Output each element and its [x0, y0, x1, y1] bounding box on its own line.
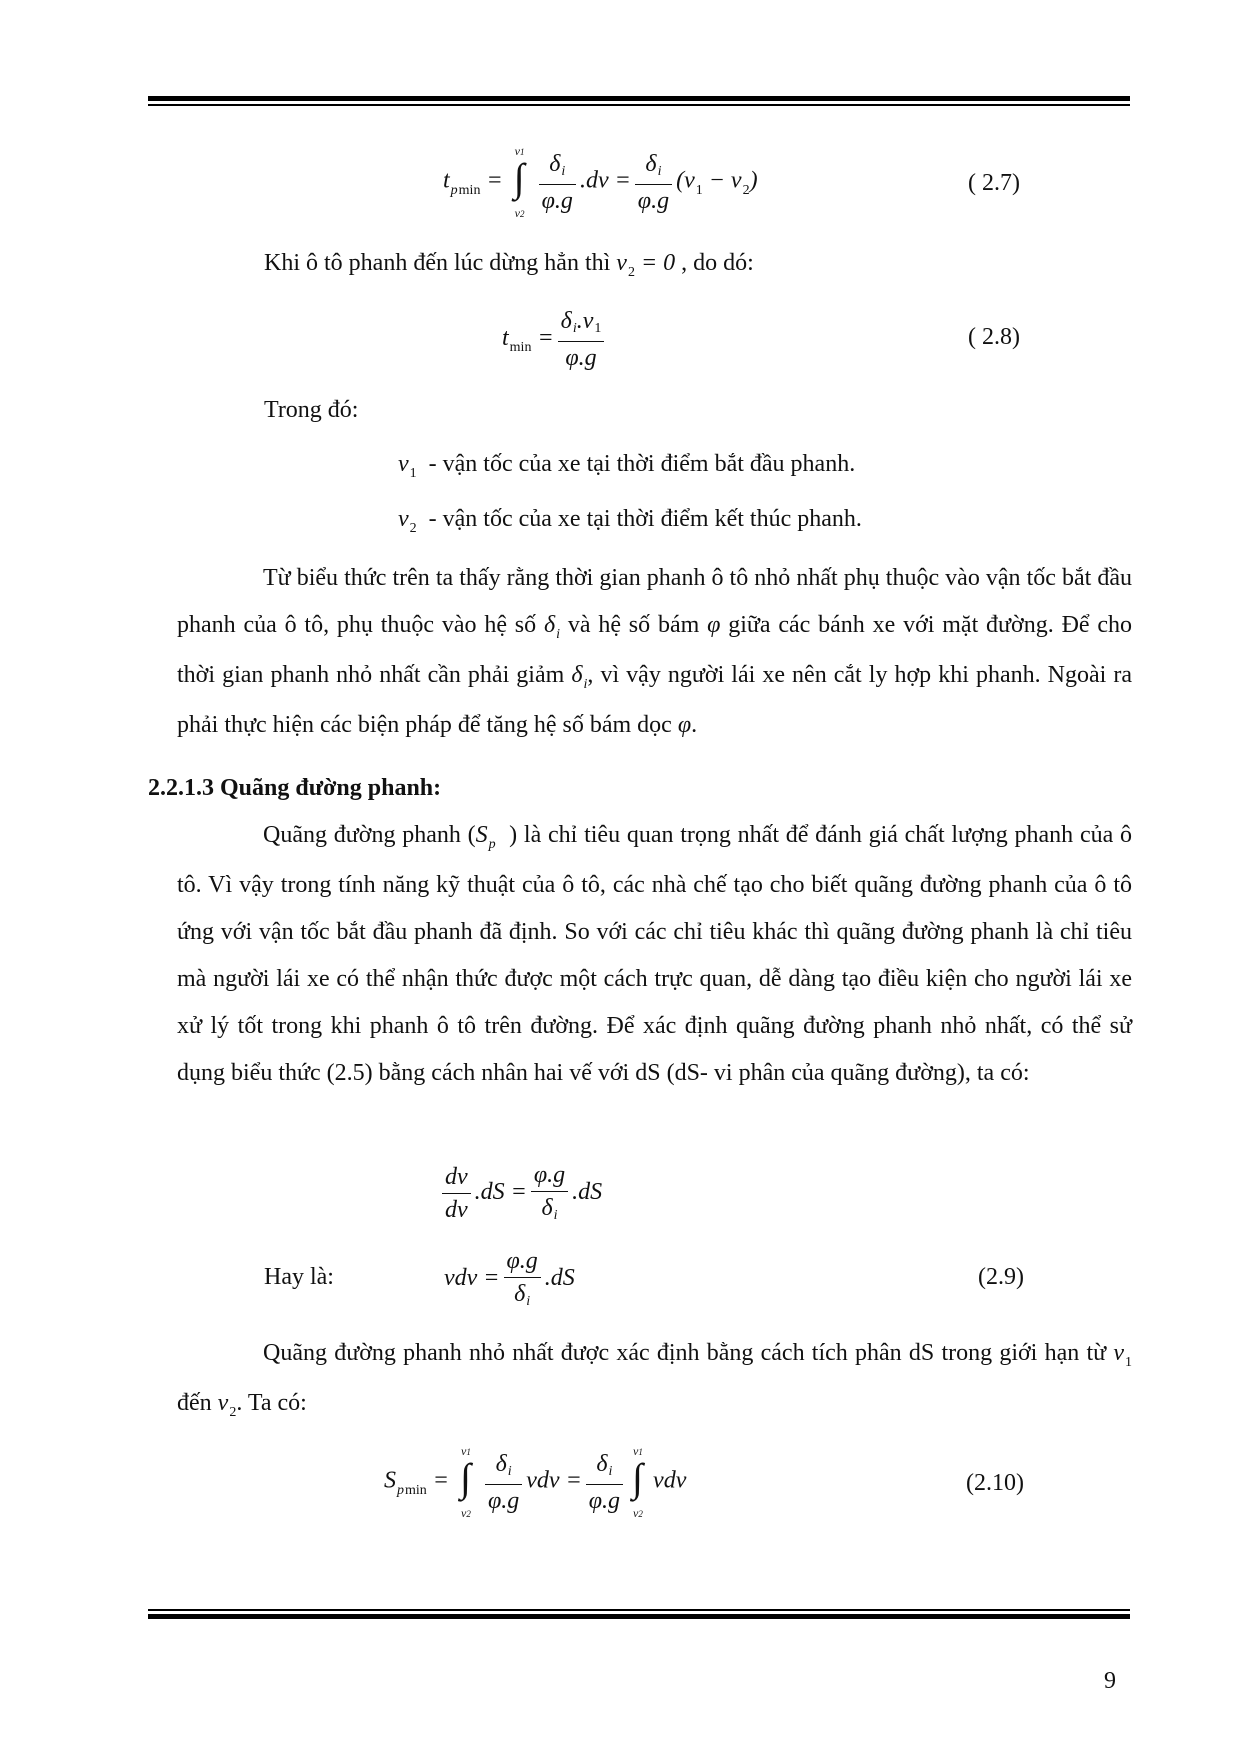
header-rule-thick — [148, 96, 1130, 101]
equation-number-2-7: ( 2.7) — [968, 170, 1020, 196]
paragraph-braking-time: Từ biểu thức trên ta thấy rằng thời gian phanh ô tô nhỏ nhất phụ thuộc vào vận tốc bắt đầu phanh của ô tô, phụ thuộc vào hệ số $\delta_i$ và hệ số bám φ giữa các bánh xe với mặt đường. Để cho thời gian phanh nhỏ nhất cần phải giảm $\delta_i$, vì vậy người lái xe nên cắt ly hợp khi phanh. Ngoài ra phải thực hiện các biện pháp để tăng hệ số bám dọc φ. — [177, 565, 1133, 738]
equation-dv-dv: $\frac{dv}{dv}$ .dS = $\frac{\varphi.g}{\delta i}$ .dS — [438, 1162, 602, 1225]
section-heading: 2.2.1.3 Quãng đường phanh: — [148, 775, 442, 801]
text-trong-do: Trong đó: — [264, 397, 359, 423]
page-number: 9 — [1104, 1668, 1116, 1694]
equation-2-9: vdv = $\frac{\varphi.g}{\delta i}$ .dS — [444, 1248, 575, 1309]
equation-2-7: $t_{pmin}$ = v1 ∫ v2 $\frac{\delta i}{\varphi.g}$ .dv = $\frac{\delta i}{\varphi.g}$ $(v_1 - v_2)$ — [443, 144, 758, 220]
equation-number-2-9: (2.9) — [978, 1264, 1024, 1290]
text-line-stop-condition: Khi ô tô phanh đến lúc dừng hẳn thì $v_2 = 0$ , do dó: — [264, 250, 754, 280]
equation-2-8: $t_{min}$ = $\frac{\delta i.v1}{\varphi.g}$ — [502, 308, 608, 371]
footer-rule-thick — [148, 1614, 1130, 1619]
text-hay-la: Hay là: — [264, 1264, 334, 1290]
paragraph-braking-distance: Quãng đường phanh ($S_p$ ) là chỉ tiêu quan trọng nhất để đánh giá chất lượng phanh của ô tô. Vì vậy trong tính năng kỹ thuật của ô tô, các nhà chế tạo cho biết quãng đường phanh của ô tô ứng với vận tốc bắt đầu phanh đã định. So với các chỉ tiêu khác thì quãng đường phanh là chỉ tiêu mà người lái xe có thể nhận thức được một cách trực quan, dễ dàng tạo điều kiện cho người lái xe xử lý tốt trong khi phanh ô tô trên đường. Để xác định quãng đường phanh nhỏ nhất, có thể sử dụng biểu thức (2.5) bằng cách nhân hai vế với dS (dS- vi phân của quãng đường), ta có: — [177, 822, 1133, 1086]
footer-rule-thin — [148, 1609, 1130, 1611]
equation-2-10: $S_{pmin}$ = v1 ∫ v2 $\frac{\delta i}{\varphi.g}$ vdv = $\frac{\delta i}{\varphi.g}$ v1 ∫ v2 vdv — [384, 1444, 687, 1520]
definition-v1: $v_1$ - vận tốc của xe tại thời điểm bắt đầu phanh. — [398, 451, 856, 481]
header-rule-thin — [148, 104, 1130, 106]
equation-number-2-10: (2.10) — [966, 1470, 1024, 1496]
paragraph-integration: Quãng đường phanh nhỏ nhất được xác định bằng cách tích phân dS trong giới hạn từ $v_1$ đến $v_2$. Ta có: — [177, 1340, 1133, 1420]
equation-number-2-8: ( 2.8) — [968, 324, 1020, 350]
definition-v2: $v_2$ - vận tốc của xe tại thời điểm kết thúc phanh. — [398, 506, 862, 536]
